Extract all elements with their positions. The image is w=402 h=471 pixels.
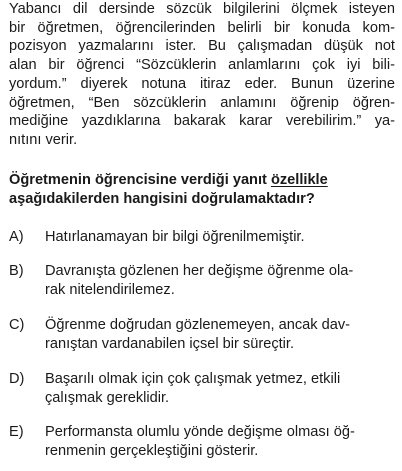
- option-text: [45, 262, 395, 299]
- prompt-line-1: [9, 172, 328, 188]
- option-letter: A): [9, 229, 24, 245]
- stem-line: bir öğretmen, öğrencilerinden belirli bir konuda kom-: [9, 19, 395, 36]
- option-letter: E): [9, 424, 24, 440]
- option-line: ranıştan vardanabilen içsel bir süreçtir.: [45, 335, 295, 352]
- stem-line: alan bir öğrenci “Sözcüklerin anlamlarını çok iyi bili-: [9, 57, 395, 74]
- option-line: çalışmak gereklidir.: [45, 389, 170, 406]
- option-line: renmenin gerçekleştiğini gösterir.: [45, 442, 259, 459]
- stem-line: nıtını verir.: [9, 131, 78, 148]
- stem-line: mediğine yazdıklarına bakarak karar verebilirim.” ya-: [9, 113, 395, 130]
- option-text: [45, 228, 395, 247]
- prompt-line-2: aşağıdakilerden hangisini doğrulamaktadır?: [9, 190, 315, 207]
- option-text: [45, 316, 395, 353]
- stem-line: öğretmen, “Ben sözcüklerin anlamını öğrenip öğren-: [9, 94, 395, 111]
- option-letter: B): [9, 263, 24, 279]
- option-line: Hatırlanamayan bir bilgi öğrenilmemiştir.: [45, 229, 305, 245]
- stem-line: pozisyon yazmalarını ister. Bu çalışmadan düşük not: [9, 38, 395, 55]
- question-stem: [9, 0, 395, 150]
- stem-line: yordum.” diyerek notuna itiraz eder. Bunun üzerine: [9, 75, 395, 92]
- option-letter: D): [9, 371, 25, 387]
- option-letter: C): [9, 317, 25, 333]
- option-line: rak nitelendirilemez.: [45, 281, 175, 298]
- prompt-text: Öğretmenin öğrencisine verdiği yanıt: [9, 172, 271, 188]
- option-line: Davranışta gözlenen her değişme öğrenme ola-: [45, 263, 354, 279]
- option-text: [45, 423, 395, 460]
- question-prompt: [9, 171, 395, 208]
- option-text: [45, 370, 395, 407]
- option-line: Performansta olumlu yönde değişme olması öğ-: [45, 424, 355, 440]
- option-line: Öğrenme doğrudan gözlenemeyen, ancak dav-: [45, 317, 351, 333]
- option-line: Başarılı olmak için çok çalışmak yetmez, etkili: [45, 371, 341, 387]
- stem-line: Yabancı dil dersinde sözcük bilgilerini ölçmek isteyen: [9, 1, 395, 17]
- prompt-underlined-word: özellikle: [270, 172, 328, 188]
